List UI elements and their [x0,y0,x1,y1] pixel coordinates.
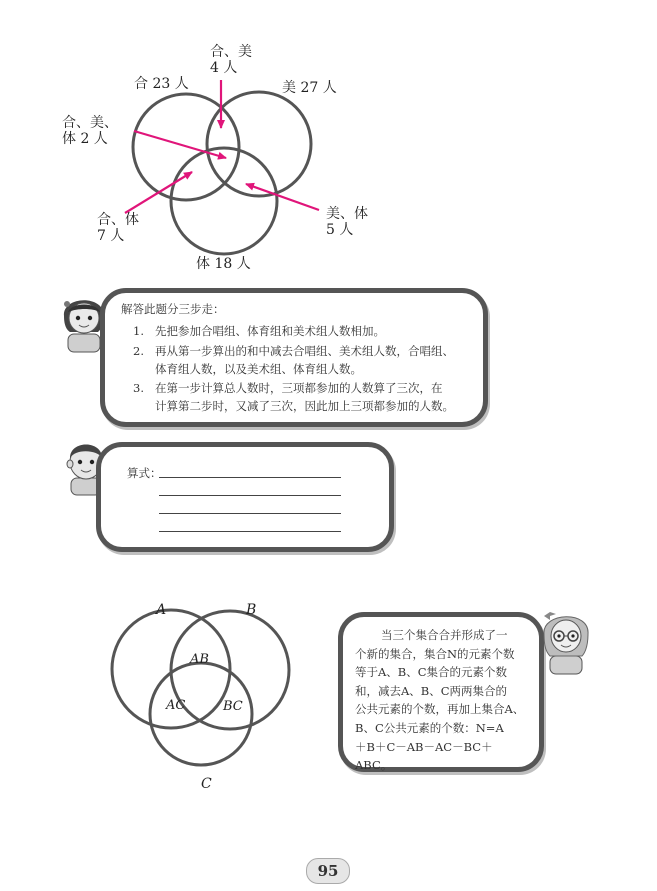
step-number: 2. [133,344,144,358]
step-line: 再从第一步算出的和中减去合唱组、美术组人数，合唱组、 [155,344,454,358]
note-speech-box [338,612,544,772]
label-set-bc: BC [223,699,243,714]
step-line: 体育组人数，以及美术组、体育组人数。 [155,362,362,376]
step-item [133,342,479,378]
label-art-sports-line2: 5 人 [326,222,354,238]
formula-box [96,442,394,552]
label-chorus-sports-line2: 7 人 [97,228,125,244]
label-chorus-art [210,44,252,76]
steps-intro: 解答此题分三步走： [121,302,225,316]
label-chorus-art-line1: 合、美 [210,44,252,60]
note-line: ＋B＋C－AB－AC－BC＋ [355,739,493,754]
note-text [355,626,531,775]
label-set-c: C [201,776,212,792]
answer-line[interactable] [159,531,341,532]
note-line: 等于A、B、C集合的元素个数 [355,665,508,680]
step-item [133,322,479,340]
page-number: 95 [306,858,350,884]
label-chorus-sports-line1: 合、体 [97,212,139,228]
answer-line[interactable] [159,495,341,496]
steps-speech-box [100,288,488,427]
label-chorus-art-line2: 4 人 [210,60,238,76]
label-chorus-sports [97,212,139,244]
label-all-three-line1: 合、美、 [62,115,118,131]
formula-label: 算式： [127,466,162,480]
venn-diagram-sets [0,590,330,800]
step-line: 先把参加合唱组、体育组和美术组人数相加。 [155,324,385,338]
label-all-three [62,115,118,147]
answer-line[interactable] [159,513,341,514]
label-set-ab: AB [190,652,209,667]
girl-glasses-mascot-icon [538,604,594,676]
label-set-b: B [246,602,257,618]
label-art: 美 27 人 [282,80,337,96]
note-line: B、C公共元素的个数：N=A [355,720,504,735]
answer-line[interactable] [159,477,341,478]
note-line: 公共元素的个数，再加上集合A、 [355,702,525,717]
step-number: 1. [133,324,144,338]
step-line: 在第一步计算总人数时，三项都参加的人数算了三次，在 [155,381,443,395]
note-line: 个新的集合，集合N的元素个数 [355,646,515,661]
step-item [133,379,479,415]
label-set-ac: AC [166,698,186,713]
label-set-a: A [156,602,167,618]
note-line: 当三个集合合并形成了一 [381,628,508,642]
note-line: ABC。 [355,758,393,773]
label-chorus: 合 23 人 [134,76,189,92]
step-number: 3. [133,381,144,395]
label-art-sports-line1: 美、体 [326,206,368,222]
label-sports: 体 18 人 [196,256,251,272]
arrow-chorus-sports [125,172,192,213]
label-all-three-line2: 体 2 人 [62,131,108,147]
step-line: 计算第二步时，又减了三次，因此加上三项都参加的人数。 [155,399,454,413]
circle-art [207,92,311,196]
label-art-sports [326,206,368,238]
arrow-all-three [134,131,226,158]
note-line: 和，减去A、B、C两两集合的 [355,683,508,698]
